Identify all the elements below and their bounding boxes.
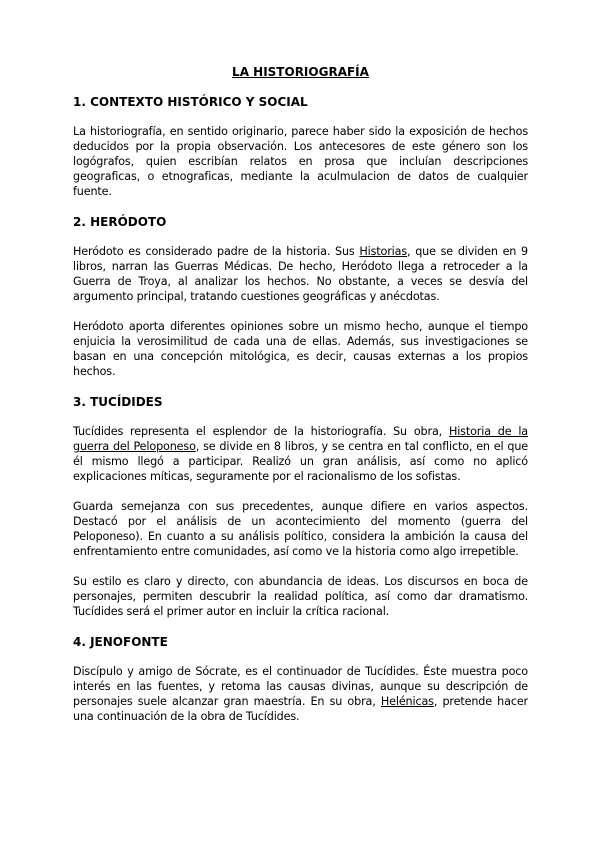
paragraph-herodoto-2: Heródoto aporta diferentes opiniones sobre un mismo hecho, aunque el tiempo enjuicia la verosimilitud de cada una de ellas. Además, sus investigaciones se basan en una concepción mitológica, es decir, causas externas a los propios hechos. [73, 320, 528, 378]
paragraph-text: , se divide en 8 libros, y se centra en tal conflicto, en el que él mismo llegó a participar. Realizó un gran análisis, así como no aplicó explicaciones míticas, seguramente por el racionalismo de los sofistas. [73, 440, 529, 483]
paragraph-text: , pretende hacer una continuación de la obra de Tucídides. [73, 695, 528, 723]
paragraph-contexto-1: La historiografía, en sentido originario, parece haber sido la exposición de hechos deducidos por la propia observación. Los antecesores de este género son los logógrafos, quien escribían relatos en prosa que incluían descripciones geograficas, o etnograficas, mediante la aculmulacion de datos de cualquier fuente. [73, 125, 528, 198]
paragraph-tucidides-3: Su estilo es claro y directo, con abundancia de ideas. Los discursos en boca de personajes, permiten descubrir la realidad política, así como dar dramatismo. Tucídides será el primer autor en incluir la crítica racional. [73, 575, 528, 618]
section-heading-herodoto: 2. HERÓDOTO [73, 215, 167, 229]
section-heading-jenofonte: 4. JENOFONTE [73, 635, 168, 649]
section-contexto [73, 94, 528, 199]
section-heading-contexto: 1. CONTEXTO HISTÓRICO Y SOCIAL [73, 95, 308, 109]
book-title-historias: Historias [359, 245, 408, 258]
paragraph-text: Tucídides representa el esplendor de la historiografía. Su obra, [73, 425, 449, 438]
section-jenofonte [73, 634, 528, 724]
paragraph-jenofonte-1 [73, 664, 528, 724]
paragraph-text: , que se dividen en 9 libros, narran las Guerras Médicas. De hecho, Heródoto llega a retroceder a la Guerra de Troya, al analizar los hechos. No obstante, a veces se desvía del argumento principal, tratando cuestiones geográficas y anécdotas. [73, 245, 528, 303]
book-title-historia-guerra: Historia de la guerra del Peloponeso [73, 425, 528, 453]
paragraph-herodoto-1 [73, 244, 528, 304]
section-tucidides [73, 394, 528, 619]
document-page [73, 64, 528, 739]
paragraph-tucidides-2: Guarda semejanza con sus precedentes, aunque difiere en varios aspectos. Destacó por el análisis de un acontecimiento del momento (guerra del Peloponeso). En cuanto a su análisis político, considera la ambición la causa del enfrentamiento entre comunidades, así como ve la historia como algo irrepetible. [73, 500, 528, 558]
paragraph-tucidides-1 [73, 424, 528, 484]
paragraph-text: Heródoto es considerado padre de la historia. Sus [73, 245, 360, 258]
paragraph-text: Discípulo y amigo de Sócrate, es el continuador de Tucídides. Éste muestra poco interés en las fuentes, y retoma las causas divinas, aunque su descripción de personajes suele alcanzar gran maestría. En su obra, [73, 665, 528, 708]
book-title-helenicas: Helénicas [380, 695, 434, 708]
document-title: LA HISTORIOGRAFÍA [232, 65, 369, 79]
section-herodoto [73, 214, 528, 379]
section-heading-tucidides: 3. TUCÍDIDES [73, 395, 163, 409]
